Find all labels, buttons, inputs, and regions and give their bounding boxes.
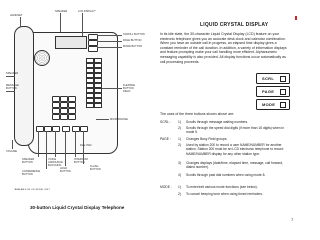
label-voice-announce: VOICE ANNOUNCE BLOCKING [48, 158, 63, 167]
label-speaker-button: SPEAKER BUTTON [22, 158, 35, 164]
label-volume: VOLUME [6, 150, 17, 153]
label-flash-button: FLASH BUTTON [90, 165, 101, 171]
flash-key-illustration [80, 126, 88, 132]
intercom-key-illustration [72, 126, 80, 132]
uses-key-scrl: SCRL : [160, 120, 171, 124]
margin-mark [295, 16, 297, 20]
uses-num: 2) [178, 126, 181, 130]
uses-num: 2) [178, 192, 181, 196]
uses-num: 2) [178, 143, 181, 147]
label-intercom-button: INTERCOM BUTTON [74, 158, 88, 164]
mode-button-label: MODE [262, 102, 276, 108]
figure-caption: 30-button Liquid Crystal Display Telephone [30, 205, 125, 210]
uses-item: Changes Busy Field groups. [186, 137, 228, 141]
label-lcd-display: LCD DISPLAY* [78, 10, 96, 13]
uses-key-page: PAGE : [160, 137, 171, 141]
label-message-button: MESSAGE BUTTON [6, 84, 19, 90]
voice-announce-key-illustration [52, 126, 60, 132]
scrl-button-label: SCRL [262, 76, 275, 82]
label-hold-button: HOLD BUTTON [60, 167, 71, 173]
label-handset: HANDSET [10, 14, 23, 17]
label-mode-button: MODE BUTTON [123, 45, 143, 48]
label-speaker-top: SPEAKER [55, 10, 68, 13]
label-flexible-button-field: FLEXIBLE BUTTON FIELD [123, 84, 136, 93]
lcd-display-illustration [55, 36, 87, 49]
uses-num: 4) [178, 173, 181, 177]
footnote: *AVAILABLE ON LCD MODEL ONLY [14, 189, 50, 191]
label-dial-pad: DIAL PAD [80, 144, 92, 147]
mode-button-figure [256, 99, 290, 110]
page-button-figure [256, 86, 290, 97]
label-conference-button: CONFERENCE BUTTON [22, 170, 41, 176]
intro-paragraph: In its idle state, the 30-character Liquid Crystal Display (LCD) feature on your electronic telephone gives you an accurate desk clock and calendar combination. When you have an outside call in progress, an elapsed time display gives a constant reminder of the call duration. In addition, a variety of information displays and feature prompting make your call handling more efficient. Alphanumeric messaging capability is also provided. All display functions occur automatically as call processing proceeds. [160, 32, 287, 64]
scrl-button-figure [256, 73, 290, 84]
uses-num: 1) [178, 185, 181, 189]
page-button-label: PAGE [262, 89, 275, 95]
uses-item: To cancel beeping tone when using timed reminders. [186, 192, 263, 196]
uses-item: Scrolls through message waiting numbers. [186, 120, 249, 124]
speaker-grille [34, 50, 50, 66]
uses-num: 3) [178, 161, 181, 165]
uses-item: Used by station 200 to record a user NAME/NUMBER for another station. Station 200 must be an LCD electronic telephone to record NAME/NUMBER display for any other station type. [186, 143, 284, 156]
page-number: 7 [291, 217, 294, 222]
section-heading: LIQUID CRYSTAL DISPLAY [200, 22, 269, 28]
label-microphone: MICROPHONE [110, 118, 128, 121]
uses-num: 1) [178, 120, 181, 124]
uses-key-mode: MODE : [160, 185, 172, 189]
uses-item: To enter/exit various mode functions (see below). [186, 185, 258, 189]
label-speaker-left: SPEAKER [6, 72, 19, 75]
uses-item: Scrolls through the speed dial digits (if more than 16 digits) when in mode 5. [186, 126, 285, 135]
hold-key-illustration [62, 126, 70, 132]
uses-num: 1) [178, 137, 181, 141]
uses-item: Changes displays (date/time, elapsed time, message, call forward, dialed number). [186, 161, 283, 170]
label-scroll-button: SCROLL BUTTON [123, 33, 145, 36]
uses-intro: The uses of the three buttons shown above are: [160, 112, 235, 116]
label-page-button: PAGE BUTTON [123, 39, 142, 42]
uses-item: Scrolls through past dial numbers when using mode 8. [186, 173, 266, 177]
